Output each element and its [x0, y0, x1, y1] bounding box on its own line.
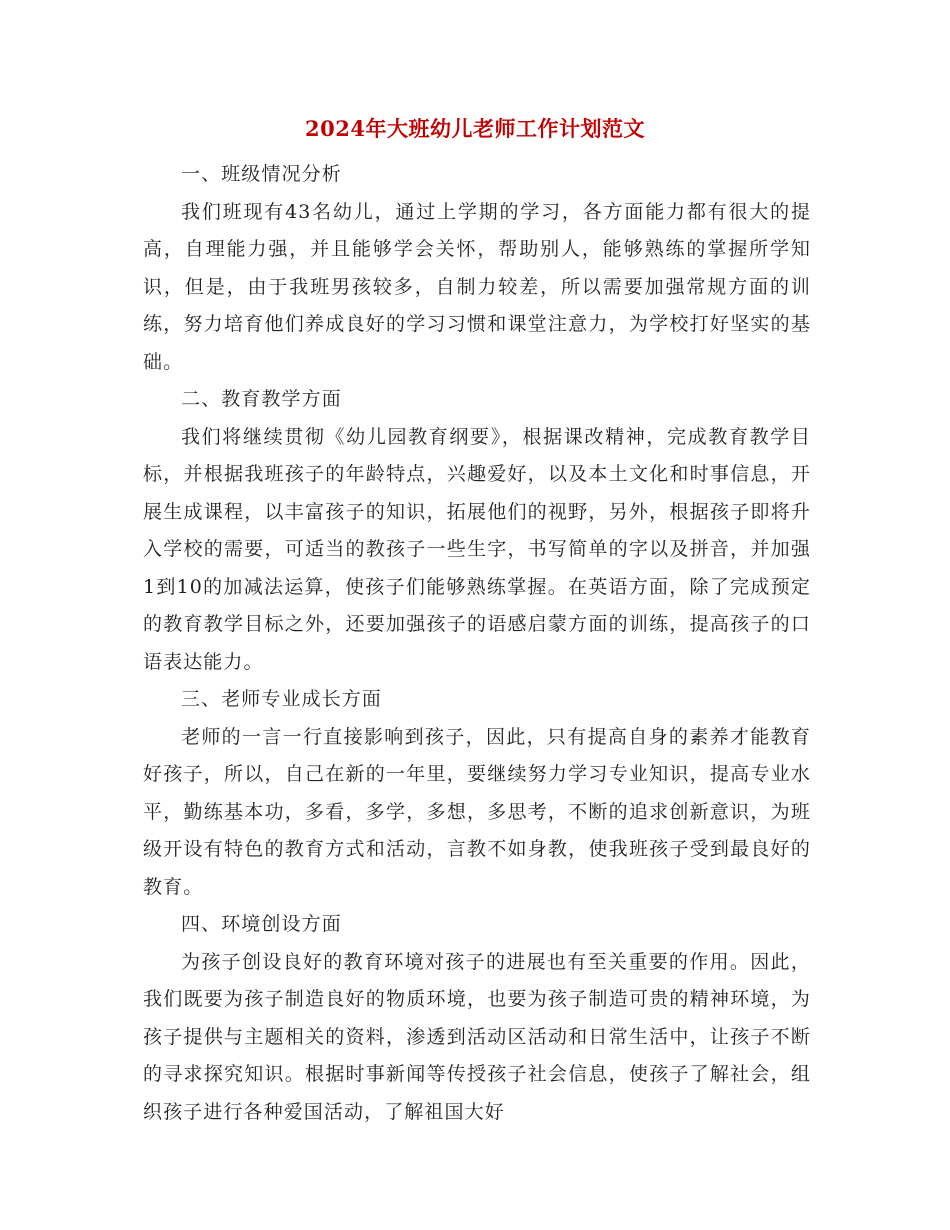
section-heading-class-analysis: 一、班级情况分析	[181, 163, 342, 185]
paragraph-teaching: 我们将继续贯彻《幼儿园教育纲要》，根据课改精神，完成教育教学目标，并根据我班孩子的年龄特点，兴趣爱好，以及本土文化和时事信息，开展生成课程，以丰富孩子的知识，拓展他们的视野，另外，根据孩子即将升入学校的需要，可适当的教孩子一些生字，书写简单的字以及拼音，并加强1到10的加减法运算，使孩子们能够熟练掌握。在英语方面，除了完成预定的教育教学目标之外，还要加强孩子的语感启蒙方面的训练，提高孩子的口语表达能力。	[143, 425, 811, 673]
paragraph-teacher-growth: 老师的一言一行直接影响到孩子，因此，只有提高自身的素养才能教育好孩子，所以，自己在新的一年里，要继续努力学习专业知识，提高专业水平，勤练基本功，多看，多学，多想，多思考，不断的追求创新意识，为班级开设有特色的教育方式和活动，言教不如身教，使我班孩子受到最良好的教育。	[143, 725, 811, 898]
section-heading-teaching: 二、教育教学方面	[181, 388, 342, 410]
document-body	[143, 156, 811, 1131]
document-title: 2024年大班幼儿老师工作计划范文	[305, 116, 645, 141]
section-heading-environment: 四、环境创设方面	[181, 913, 342, 935]
paragraph-class-analysis: 我们班现有43名幼儿，通过上学期的学习，各方面能力都有很大的提高，自理能力强，并且能够学会关怀，帮助别人，能够熟练的掌握所学知识，但是，由于我班男孩较多，自制力较差，所以需要加强常规方面的训练，努力培育他们养成良好的学习习惯和课堂注意力，为学校打好坚实的基础。	[143, 200, 811, 373]
section-heading-teacher-growth: 三、老师专业成长方面	[181, 688, 383, 710]
paragraph-environment: 为孩子创设良好的教育环境对孩子的进展也有至关重要的作用。因此，我们既要为孩子制造良好的物质环境，也要为孩子制造可贵的精神环境，为孩子提供与主题相关的资料，渗透到活动区活动和日常生活中，让孩子不断的寻求探究知识。根据时事新闻等传授孩子社会信息，使孩子了解社会，组织孩子进行各种爱国活动，了解祖国大好	[143, 950, 811, 1123]
